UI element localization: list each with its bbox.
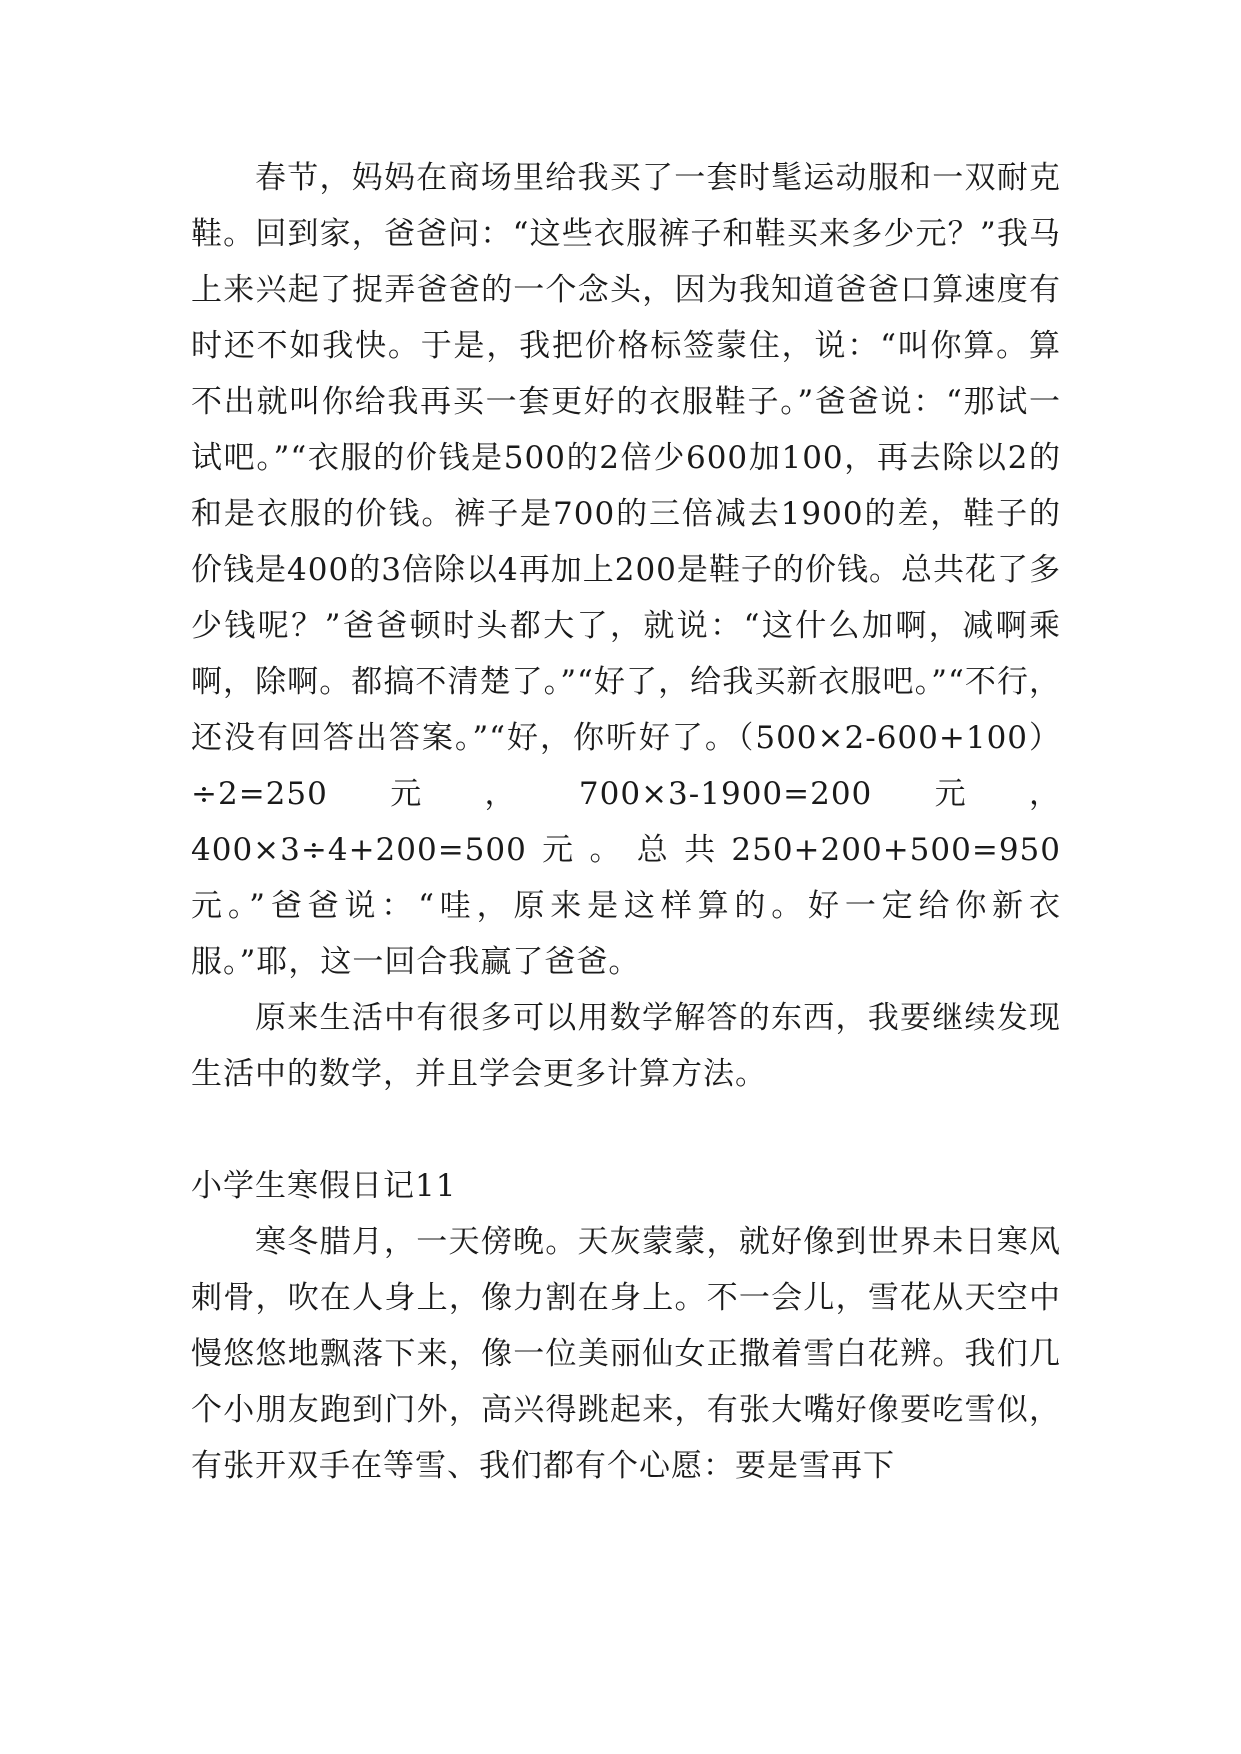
paragraph-2: 原来生活中有很多可以用数学解答的东西，我要继续发现生活中的数学，并且学会更多计算方法。 (191, 1000, 1061, 1092)
document-page (191, 150, 1061, 1494)
paragraph-1: 春节，妈妈在商场里给我买了一套时髦运动服和一双耐克鞋。回到家，爸爸问：“这些衣服裤子和鞋买来多少元？”我马上来兴起了捉弄爸爸的一个念头，因为我知道爸爸口算速度有时还不如我快。于是，我把价格标签蒙住，说：“叫你算。算不出就叫你给我再买一套更好的衣服鞋子。”爸爸说：“那试一试吧。”“衣服的价钱是500的2倍少600加100，再去除以2的和是衣服的价钱。裤子是700的三倍减去1900的差，鞋子的价钱是400的3倍除以4再加上200是鞋子的价钱。总共花了多少钱呢？”爸爸顿时头都大了，就说：“这什么加啊，减啊乘啊，除啊。都搞不清楚了。”“好了，给我买新衣服吧。”“不行，还没有回答出答案。”“好，你听好了。（500×2-600+100）÷2=250元，700×3-1900=200元，400×3÷4+200=500元。总共250+200+500=950元。”爸爸说：“哇，原来是这样算的。好一定给你新衣服。”耶，这一回合我赢了爸爸。 (191, 160, 1061, 980)
diary-heading: 小学生寒假日记11 (191, 1168, 457, 1204)
paragraph-3: 寒冬腊月，一天傍晚。天灰蒙蒙，就好像到世界未日寒风刺骨，吹在人身上，像力割在身上。不一会儿，雪花从天空中慢悠悠地飘落下来，像一位美丽仙女正撒着雪白花辨。我们几个小朋友跑到门外，高兴得跳起来，有张大嘴好像要吃雪似，有张开双手在等雪、我们都有个心愿：要是雪再下 (191, 1224, 1061, 1484)
